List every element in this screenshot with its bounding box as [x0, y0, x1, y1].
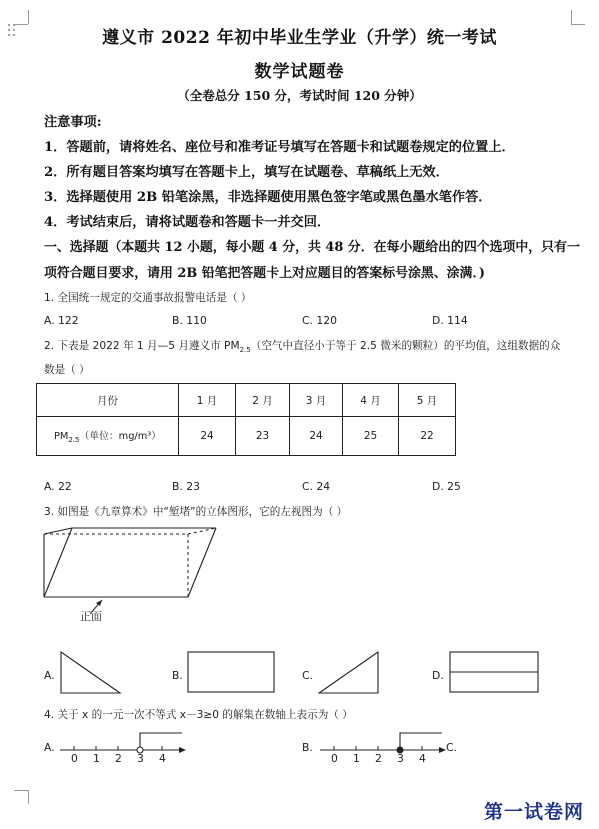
table-month-4: 4 月 — [343, 384, 399, 417]
number-line-a-tick-4: 4 — [159, 752, 166, 765]
question-4-option-a-letter[interactable]: A. — [44, 741, 55, 754]
row-label-unit: （单位：mg/m³） — [79, 431, 162, 443]
table-header-label: 月份 — [37, 384, 179, 417]
note-item-2: 2．所有题目答案均填写在答题卡上，填写在试题卷、草稿纸上无效． — [44, 165, 449, 180]
note-item-4: 4．考试结束后，请将试题卷和答题卡一并交回． — [44, 215, 331, 230]
number-line-b-tick-1: 1 — [353, 752, 360, 765]
number-line-a-tick-1: 1 — [93, 752, 100, 765]
question-3-option-d-letter[interactable]: D. — [432, 669, 444, 682]
question-1-option-d[interactable]: D. 114 — [432, 314, 468, 327]
number-line-b-tick-0: 0 — [331, 752, 338, 765]
note-item-1: 1．答题前，请将姓名、座位号和准考证号填写在答题卡和试题卷规定的位置上． — [44, 140, 515, 155]
question-4-option-c-letter[interactable]: C. — [446, 741, 457, 754]
table-month-1: 1 月 — [179, 384, 236, 417]
question-2-stem-line1 — [44, 338, 560, 354]
pm25-table — [36, 383, 456, 456]
table-value-4: 25 — [343, 417, 399, 456]
question-2-stem-start: 2. 下表是 2022 年 1 月—5 月遵义市 PM — [44, 340, 240, 352]
section-heading-line1: 一、选择题（本题共 12 小题，每小题 4 分，共 48 分．在每小题给出的四个选项中，只有一 — [44, 240, 580, 255]
number-line-b-tick-3: 3 — [397, 752, 404, 765]
option-b-rectangle[interactable] — [187, 651, 275, 693]
paper-subtitle: 数学试题卷 — [254, 62, 345, 82]
question-3-option-a-letter[interactable]: A. — [44, 669, 55, 682]
option-c-triangle[interactable] — [318, 651, 380, 695]
question-3-option-b-letter[interactable]: B. — [172, 669, 183, 682]
question-2-stem-rest: （空气中直径小于等于 2.5 微米的颗粒）的平均值，这组数据的众 — [250, 340, 561, 352]
option-d-divided-rectangle[interactable] — [449, 651, 539, 693]
notes-heading: 注意事项: — [44, 115, 102, 130]
question-1-option-c[interactable]: C. 120 — [302, 314, 338, 327]
table-row — [37, 417, 456, 456]
prism-figure — [30, 520, 240, 630]
table-row-label — [37, 417, 179, 456]
row-label-main: PM — [53, 431, 69, 443]
exam-title: 遵义市 2022 年初中毕业生学业（升学）统一考试 — [102, 28, 497, 48]
note-item-3: 3．选择题使用 2B 铅笔涂黑，非选择题使用黑色签字笔或黑色墨水笔作答． — [44, 190, 492, 205]
question-2-option-d[interactable]: D. 25 — [432, 480, 461, 493]
question-2-option-c[interactable]: C. 24 — [302, 480, 331, 493]
exam-meta: （全卷总分 150 分，考试时间 120 分钟） — [177, 88, 422, 103]
question-3-option-c-letter[interactable]: C. — [302, 669, 313, 682]
question-4-option-b-letter[interactable]: B. — [302, 741, 313, 754]
table-month-5: 5 月 — [399, 384, 456, 417]
section-heading-line2: 项符合题目要求，请用 2B 铅笔把答题卡上对应题目的答案标号涂黑、涂满．) — [44, 266, 485, 281]
question-2-option-a[interactable]: A. 22 — [44, 480, 72, 493]
question-3-stem: 3. 如图是《九章算术》中“堑堵”的立体图形，它的左视图为（ ） — [44, 506, 348, 518]
number-line-b-tick-4: 4 — [419, 752, 426, 765]
table-value-1: 24 — [179, 417, 236, 456]
table-month-3: 3 月 — [290, 384, 343, 417]
question-1-option-a[interactable]: A. 122 — [44, 314, 79, 327]
crop-mark-bottom-left — [28, 790, 29, 804]
question-2-stem-line2: 数是（ ） — [44, 364, 90, 376]
pm-subscript: 2.5 — [239, 346, 251, 355]
table-value-2: 23 — [236, 417, 290, 456]
number-line-a-tick-0: 0 — [71, 752, 78, 765]
crop-mark-bottom-left-h — [14, 790, 28, 791]
question-2-option-b[interactable]: B. 23 — [172, 480, 201, 493]
crop-mark-top-left — [28, 10, 29, 24]
front-face-label: 正面 — [80, 610, 102, 623]
question-4-stem: 4. 关于 x 的一元一次不等式 x－3≥0 的解集在数轴上表示为（ ） — [44, 709, 353, 721]
question-1-stem: 1. 全国统一规定的交通事故报警电话是（ ） — [44, 292, 252, 304]
table-value-3: 24 — [290, 417, 343, 456]
table-value-5: 22 — [399, 417, 456, 456]
number-line-b-tick-2: 2 — [375, 752, 382, 765]
question-1-option-b[interactable]: B. 110 — [172, 314, 207, 327]
table-month-2: 2 月 — [236, 384, 290, 417]
crop-mark-top-right — [571, 10, 572, 24]
row-label-sub: 2.5 — [68, 435, 80, 444]
option-a-triangle[interactable] — [60, 651, 122, 695]
table-row — [37, 384, 456, 417]
number-line-a-tick-2: 2 — [115, 752, 122, 765]
number-line-a-tick-3: 3 — [137, 752, 144, 765]
brand-watermark[interactable]: 第一试卷网 — [484, 801, 585, 823]
